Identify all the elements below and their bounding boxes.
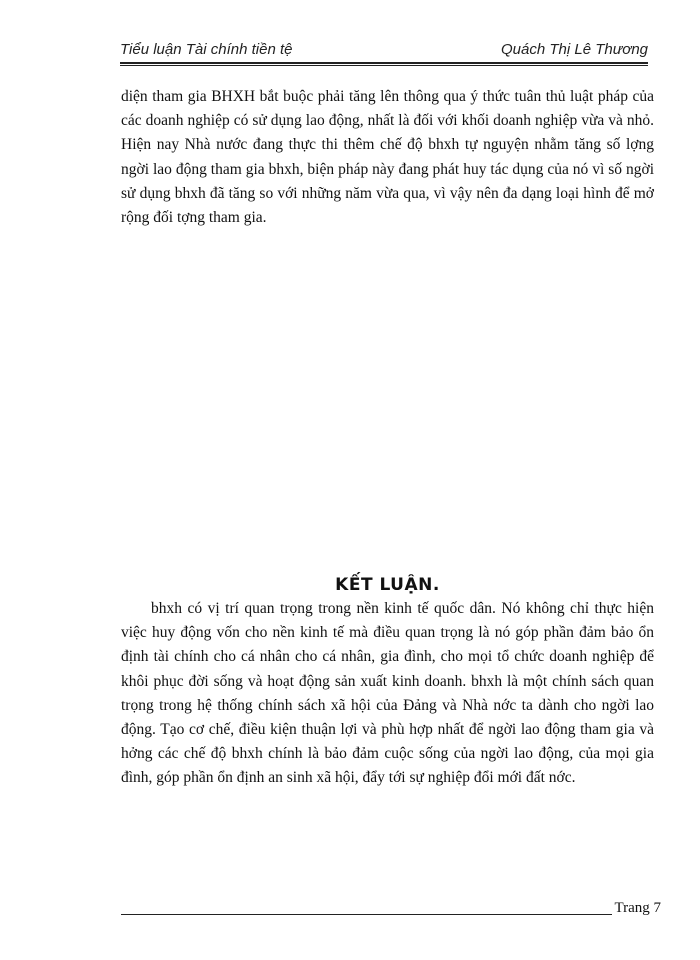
header-rule [120,62,648,64]
page-header [120,40,648,64]
header-rule-thin [120,65,648,66]
page-number: Trang 7 [614,900,661,916]
header-author-name: Quách Thị Lê Thương [501,41,648,58]
body-paragraph-top: diện tham gia BHXH bắt buộc phải tăng lên thông qua ý thức tuân thủ luật pháp của các doanh nghiệp có sử dụng lao động, nhất là đối với khối doanh nghiệp vừa và nhỏ. Hiện nay Nhà nước đang thực thi thêm chế độ bhxh tự nguyện nhằm tăng số lợng ngời lao động tham gia bhxh, biện pháp này đang phát huy tác dụng của nó vì số ngời sử dụng bhxh đã tăng so với những năm vừa qua, vì vậy nên đa dạng loại hình để mở rộng đối tợng tham gia. [121,88,654,227]
page-footer [121,897,661,921]
footer-rule [121,914,661,915]
section-title-conclusion: KẾT LUẬN. [335,575,440,595]
header-document-title: Tiểu luận Tài chính tiền tệ [120,41,293,58]
body-paragraph-conclusion: bhxh có vị trí quan trọng trong nền kinh tế quốc dân. Nó không chỉ thực hiện việc huy động vốn cho nền kinh tế mà điều quan trọng là nó góp phần đảm bảo ổn định tài chính cho cá nhân cho cá nhân, gia đình, cho mọi tổ chức doanh nghiệp để khôi phục đời sống và hoạt động sản xuất kinh doanh. bhxh là một chính sách quan trọng trong hệ thống chính sách xã hội của Đảng và Nhà nớc ta dành cho ngời lao động. Tạo cơ chế, điều kiện thuận lợi và phù hợp nhất để ngời lao động tham gia và hởng các chế độ bhxh chính là bảo đảm cuộc sống của ngời lao động, của mọi gia đình, góp phần ổn định an sinh xã hội, đẩy tới sự nghiệp đổi mới đất nớc. [121,600,654,787]
